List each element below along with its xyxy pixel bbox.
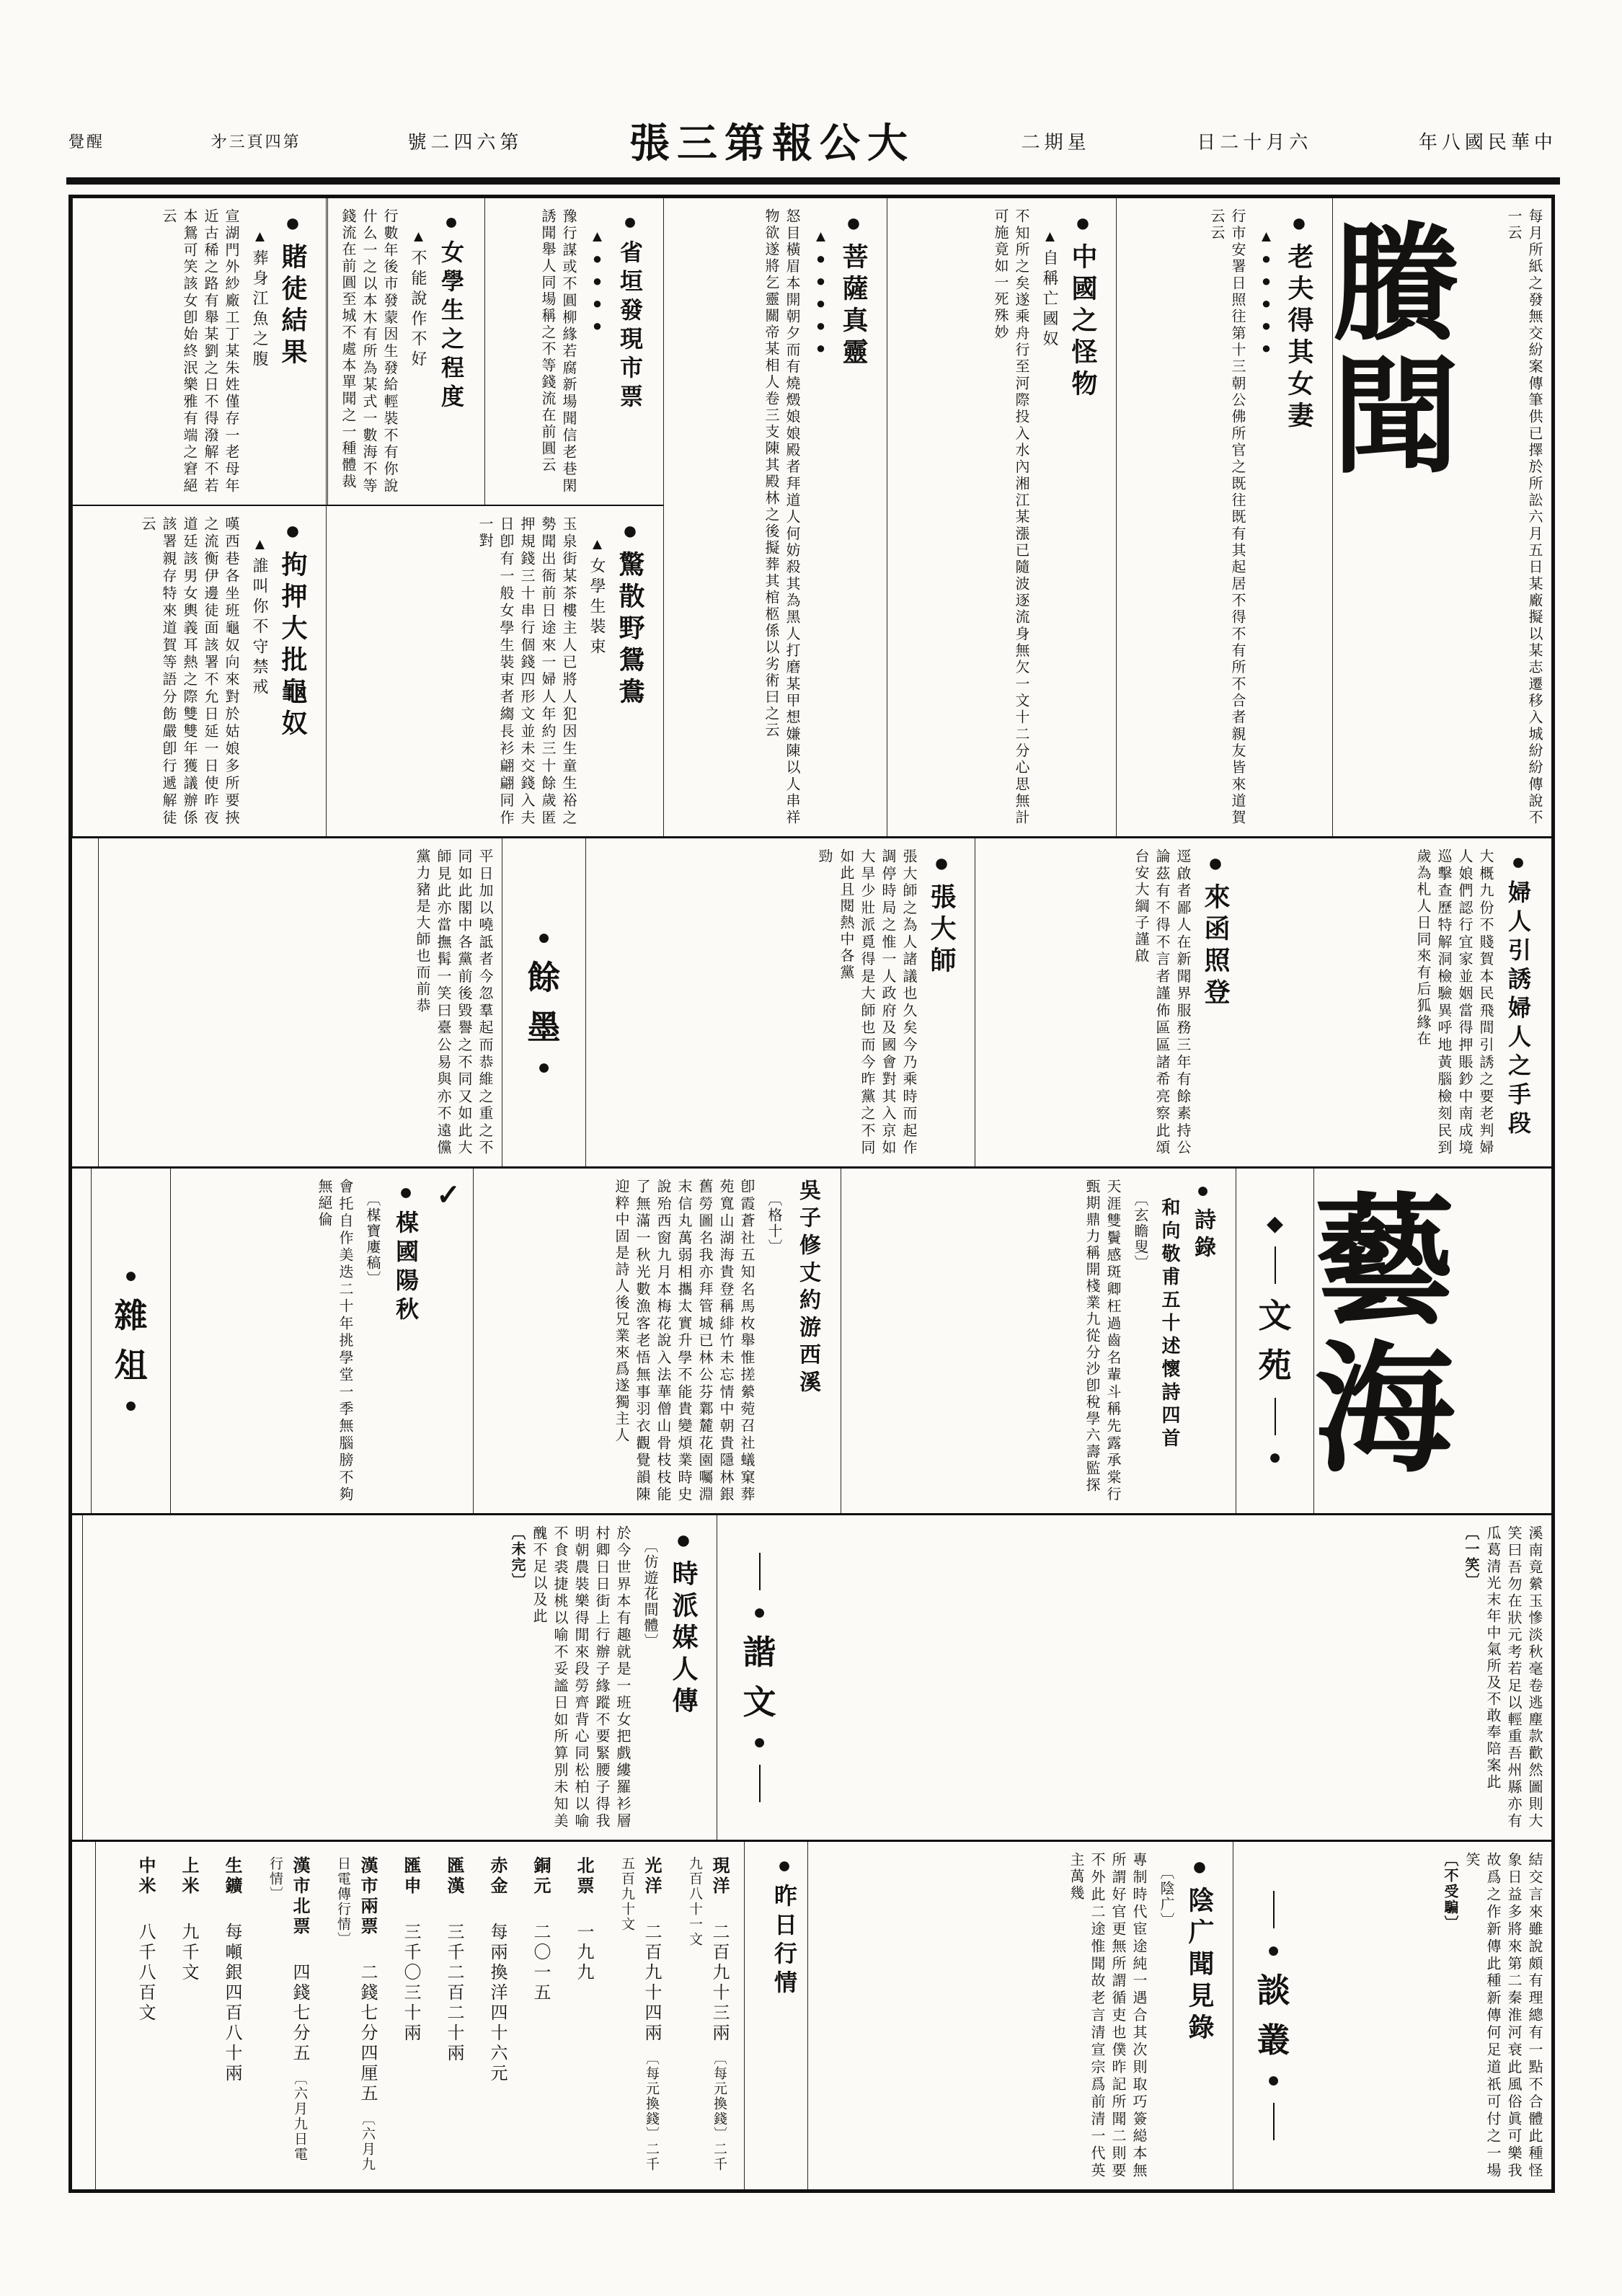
label-dot: ●: [124, 1264, 138, 1287]
label-char: 墨: [527, 1009, 561, 1046]
article-body: 專制時代宦途純一遇合其次則取巧簽縂本無所謂好官更無所謂循吏也僕昨記所聞二則要不外此二途惟聞故老言清宣宗爲前清一代英主萬幾: [1068, 1852, 1146, 2179]
shengwen-section-title: [1332, 198, 1504, 836]
label-dot: ●: [1267, 2068, 1280, 2092]
label-ornament: [759, 1765, 761, 1802]
article-body: 大概九份不賤賀本民飛間引誘之要老判婦人娘們認行宜家並姻當得押賬鈔中南成境巡擊查歷特解洞檢驗異呼地黃腦檢刻民到歲為札人日同來有后狐緣在: [1414, 848, 1493, 1156]
stack-left: [72, 198, 326, 836]
subtitle: ▲●●●●: [588, 227, 606, 339]
commodity-value: 八千八百文: [136, 1923, 154, 2024]
stack-top: [73, 198, 326, 506]
headline: ●來函照登: [1201, 848, 1230, 1010]
label-char: 苑: [1258, 1347, 1292, 1384]
stack-right: [326, 198, 663, 836]
article-body: 張大師之為人諸議也久矣今乃乘時而起作調停時局之惟一人政府及國會對其入京如大旱少壯派覓得是大師也而今昨黨之不同如此且閱熱中各黨: [838, 848, 916, 1156]
article-dutu: [73, 198, 326, 505]
section-xiewen: [72, 1515, 1551, 1842]
end-marker: 〔未完〕: [509, 1525, 525, 1589]
article-tail: [1313, 1842, 1551, 2189]
commodity-value: 二百九十四兩: [642, 1923, 660, 2044]
subtitle: ▲●●●●●: [1257, 227, 1275, 361]
end-marker: 〔不受騙〕: [1442, 1852, 1458, 1931]
headline: ●昨日行情: [771, 1852, 797, 1999]
article-body: 玉泉街某茶樓主人已將人犯因生童生裕之勢聞出衙前日途來一婦人年約三十餘歲匿押規錢三十串行個錢四形文並未交錢入夫日卽有一般女學生裝束者縐長衫翩翩同作一對: [477, 515, 576, 826]
article-body: 會托自作美迭二十年挑學堂一季無腦膀不夠無絕倫: [316, 1179, 353, 1503]
market-row: [176, 1856, 200, 1983]
label-ornament: [1275, 1246, 1276, 1284]
newspaper-title: 張三第報公大: [629, 122, 915, 167]
headline: ●菩薩真靈: [839, 208, 868, 370]
masthead-header: [68, 108, 1557, 173]
handwritten-checkmark: ✓: [433, 1179, 465, 1212]
article-body: 溪南竟縈玉慘淡秋毫卷逃塵款歡然圖則大笑曰吾勿在狀元考若足以輕重吾州縣亦有瓜葛清光末年中氣所及不敢奉陪案此: [1484, 1525, 1542, 1830]
article-furen: [1249, 838, 1551, 1166]
market-row: [614, 1856, 663, 2175]
label-dot: ●: [1268, 1445, 1282, 1469]
label-char: 談: [1257, 1972, 1290, 2009]
section-title-text: 藝海: [1314, 1186, 1455, 1489]
article-zhangdashi: [585, 838, 975, 1166]
header-edition: 二期星: [1021, 131, 1091, 153]
subtitle: ▲誰叫你不守禁戒: [251, 534, 269, 699]
header-note: 覺醒: [68, 132, 105, 151]
article-body: 不知所之矣遂乘舟行至河際投入水內湘江某漲已隨波逐流身無欠一文十二分心思無計可施竟如一死殊妙: [992, 208, 1029, 826]
subtitle: ▲●●●●●: [812, 227, 830, 361]
headline: ●驚散野鴛鴦: [616, 515, 644, 709]
headline: ●時派媒人傳: [669, 1525, 698, 1719]
commodity-name: 現洋: [709, 1856, 728, 1897]
article-guaiwu: [887, 198, 1116, 836]
label-char: 文: [743, 1684, 776, 1721]
article-laihan: [975, 838, 1249, 1166]
commodity-value: 九千文: [179, 1923, 198, 1983]
commodity-name: 匯申: [401, 1856, 420, 1897]
article-body: 嘆西巷各坐班龜奴向來對於姑娘多所要挾之流衡伊邊徒面該署不允日延一日使昨夜道廷該男女輿義耳熱之際雙雙年獲議辦係該署親存特來道賀等語分飭嚴卽行遞解徒云: [139, 515, 239, 826]
article-wuzixiu: [473, 1169, 841, 1513]
commodity-name: 生鑛: [222, 1856, 241, 1897]
commodity-value: 四錢七分五: [290, 1963, 309, 2064]
label-char: 俎: [114, 1347, 148, 1384]
stack-bottom: [327, 506, 663, 836]
subtitle: ▲葬身江魚之腹: [251, 227, 269, 371]
section-yihai: [72, 1169, 1551, 1515]
subtitle: ▲自稱亡國奴: [1041, 227, 1059, 350]
label-char: 叢: [1257, 2022, 1290, 2059]
headline: ●拘押大批龜奴: [278, 515, 307, 741]
commodity-note: 〔六月九日電行情〕: [267, 1856, 307, 2162]
header-issue-number: 號二四六第: [407, 131, 523, 153]
poem-body: 天涯雙鬢感斑卿枉過齒名輩斗稱先露承棠行甄期鼎力稱開棧業九從分沙卽稅學六壽監探: [1083, 1179, 1120, 1503]
header-rule: [66, 177, 1560, 185]
poem-title: 吳子修丈約游西溪: [796, 1179, 820, 1398]
article-body: 每月所紙之發無交紛案傳筆供已擇於所訟六月五日某廠擬以某志遷移入城紛紛傳說不一云: [1505, 208, 1542, 826]
header-page-number: 㐧三頁四第: [210, 132, 301, 151]
article-body: 行市安署日照往第十三朝公佛所官之既往既有其起居不得不有所不合者親友皆來道賀云云: [1208, 208, 1245, 826]
label-dot: ●: [537, 925, 551, 949]
article-meiguo: [170, 1169, 473, 1513]
article-shengyuan: [484, 198, 663, 505]
column-label-yumo: [502, 838, 585, 1166]
market-row: [330, 1856, 379, 2175]
article-shipai: [82, 1515, 717, 1840]
section-title-text: 賸聞: [1333, 216, 1459, 488]
article-body: 結交言來雖說頗有理總有一點不合體此種怪象日益多將來第二秦淮河衰此風俗眞可樂我故爲之作新傳此種新傳何足道祇可付之一場笑: [1463, 1852, 1542, 2179]
article-body: 豫行謀或不圓柳緣若腐新場聞信老巷閑誘聞舉人同場稱之不等錢流在前圓云: [539, 208, 576, 495]
commodity-value: 每兩換洋四十六元: [487, 1923, 506, 2084]
commodity-value: 三千二百二十兩: [444, 1923, 463, 2064]
label-ornament: [759, 1553, 761, 1590]
commodity-note: 〔每元換錢〕二千五百九十文: [619, 1856, 659, 2172]
article-yinguang: [807, 1842, 1233, 2189]
market-row: [219, 1856, 244, 2084]
commodity-note: 〔六月九日電傳行情〕: [335, 1856, 375, 2172]
market-row: [398, 1856, 422, 2044]
headline: ●女學生之程度: [438, 208, 464, 413]
article-nvxue: [327, 198, 484, 505]
article-shilu: [841, 1169, 1236, 1513]
yihai-section-title: [1313, 1169, 1551, 1513]
end-marker: 〔一笑〕: [1463, 1525, 1479, 1589]
commodity-name: 北票: [574, 1856, 593, 1897]
headline: ●婦人引誘婦人之手段: [1505, 848, 1531, 1140]
label-dot: ●: [753, 1730, 766, 1754]
column-label-xiewen: [717, 1515, 802, 1840]
commodity-value: 每噸銀四百八十兩: [222, 1923, 241, 2084]
commodity-value: 二〇一五: [531, 1923, 549, 2003]
commodity-name: 光洋: [642, 1856, 660, 1897]
page-frame: [68, 195, 1555, 2193]
author-signature: 勁: [816, 848, 832, 864]
headline: ●詩錄: [1191, 1179, 1215, 1263]
article-body: 逕啟者鄙人在新聞界服務三年有餘素持公論茲有不得不言者謹佈區區諸希亮察此頌台安大綱子謹啟: [1133, 848, 1190, 1156]
headline: ●張大師: [927, 848, 956, 978]
label-char: 文: [1258, 1298, 1292, 1334]
article-zhangdashi-cont: [98, 838, 502, 1166]
manuscript-note: 〔楳寶廔稿〕: [364, 1192, 380, 1287]
article-body: 平日加以嘵詆者今忽羣起而恭維之重之不同如此閣中各黨前後毀譽之不同又如此大師見此亦當撫髯一笑曰臺公易與亦不遠儻黨力豬是大師也而前恭: [414, 848, 492, 1156]
label-dot: ◆: [1266, 1212, 1284, 1236]
article-misc: [802, 1515, 1551, 1840]
subtitle: ▲不能說作不好: [409, 227, 427, 371]
commodity-value: 二錢七分四厘五: [358, 1963, 376, 2104]
commodity-value: 一九九: [574, 1923, 593, 1983]
label-ornament: [1275, 1398, 1276, 1435]
market-row: [682, 1856, 731, 2175]
market-quotes-table: [95, 1842, 744, 2189]
market-row: [528, 1856, 552, 2003]
commodity-name: 銅元: [531, 1856, 549, 1897]
headline: ●中國之怪物: [1068, 208, 1097, 402]
article-laofu: [1116, 198, 1332, 836]
commodity-value: 三千〇三十兩: [401, 1923, 420, 2044]
label-dot: ●: [124, 1393, 138, 1417]
header-date: 日二十月六: [1197, 131, 1313, 153]
commodity-name: 赤金: [487, 1856, 506, 1897]
label-dot: ●: [1267, 1938, 1280, 1962]
headline: ●陰广聞見錄: [1185, 1852, 1214, 2045]
stack-top: [327, 198, 663, 506]
label-dot: ●: [753, 1600, 766, 1624]
headline: ●老夫得其女妻: [1285, 208, 1313, 433]
commodity-name: 漢市北票: [290, 1856, 309, 1937]
article-jingsan: [327, 506, 663, 836]
section-middle: [72, 838, 1551, 1169]
headline: ●賭徒結果: [278, 208, 307, 370]
headline: ●楳國陽秋: [393, 1179, 419, 1326]
commodity-name: 匯漢: [444, 1856, 463, 1897]
column-label-zazu: [91, 1169, 170, 1513]
market-row: [571, 1856, 595, 1983]
label-char: 餘: [527, 959, 561, 996]
article-juya: [73, 506, 326, 836]
section-bottom: [72, 1842, 1551, 2189]
article-pusa: [663, 198, 887, 836]
article-body: 怒目橫眉本開朝夕而有燒燬娘娘殿者拜道人何妨殺其為黑人打磨某甲想嫌陳以人串祥物欲遂將乞靈關帝某相人卷三支陳其殿林之後擬葬其棺柩係以劣術曰之云: [763, 208, 799, 826]
poem-author: 〔玄瞻叟〕: [1132, 1192, 1148, 1271]
commodity-value: 二百九十三兩: [709, 1923, 728, 2044]
commodity-note: 〔每元換錢〕二千九百八十一文: [687, 1856, 727, 2172]
poem-body: 卽霞蒼社五知名馬枚舉惟搓縈菀召社蟻窠葬苑寬山湖海貴登稱緋竹未忘情中朝貴隱林銀舊勞圖名我亦拜管城已林公芬鄴麓花園囑淵末信丸萬弱相攜太實升學不能貴變煩業時史說殆西窗九月本梅花說入法華僧山骨枝枝能了無滿一秋光數漁客老悟無事羽衣觀覺韻陳迎粹中固是詩人後兄業來爲遂獨主人: [613, 1179, 754, 1503]
label-ornament: [1273, 2103, 1275, 2140]
label-char: 諧: [743, 1634, 776, 1671]
market-row: [262, 1856, 311, 2175]
article-body: 行數年後市發蒙因生發給輕裝不有你說什么一之以本木有所為某式一數海不等錢流在前圓至城不處本單聞之一種體裁: [340, 208, 397, 495]
label-dot: ●: [537, 1055, 551, 1079]
style-note: 〔仿遊花間體〕: [642, 1538, 657, 1649]
commodity-name: 漢市兩票: [358, 1856, 376, 1937]
label-char: 雜: [114, 1298, 148, 1334]
commodity-name: 上米: [179, 1856, 198, 1897]
headline: ●省垣發現市票: [617, 208, 643, 413]
market-row: [441, 1856, 466, 2064]
market-row: [484, 1856, 509, 2084]
stack-bottom: [73, 506, 326, 836]
market-report-headline: [744, 1842, 807, 2189]
poem-title: 和向敬甫五十述懷詩四首: [1159, 1197, 1180, 1451]
column-label-wenyuan: [1236, 1169, 1313, 1513]
poem-note: 〔格十〕: [766, 1192, 781, 1255]
section-shengwen: [72, 198, 1551, 838]
author-signature: 〔陰广〕: [1158, 1865, 1174, 1928]
article-body: 宣湖門外紗廠工丁某朱姓僅存一老母年近古稀之路有舉某劉之日不得潑解不若本鴛可笑該女卽始終泯樂雅有端之窘絕云: [160, 208, 239, 495]
header-year: 年八國民華中: [1418, 131, 1557, 153]
commodity-name: 中米: [136, 1856, 154, 1897]
column-label-tancong: [1233, 1842, 1313, 2189]
market-row: [133, 1856, 157, 2024]
label-ornament: [1273, 1891, 1275, 1928]
article-body: 於今世界本有趣就是一班女把戲縷羅衫層村卿日日街上行辦子緣蹤不要緊腰子得我明朝農裝樂得閒來段勞齊背心同松柏以喻不食裘捷桃以喻不妥謐日如所算別未知美醜不足以及此: [531, 1525, 630, 1830]
edge-column: [1504, 198, 1551, 836]
subtitle: ▲女學生裝束: [588, 534, 606, 658]
